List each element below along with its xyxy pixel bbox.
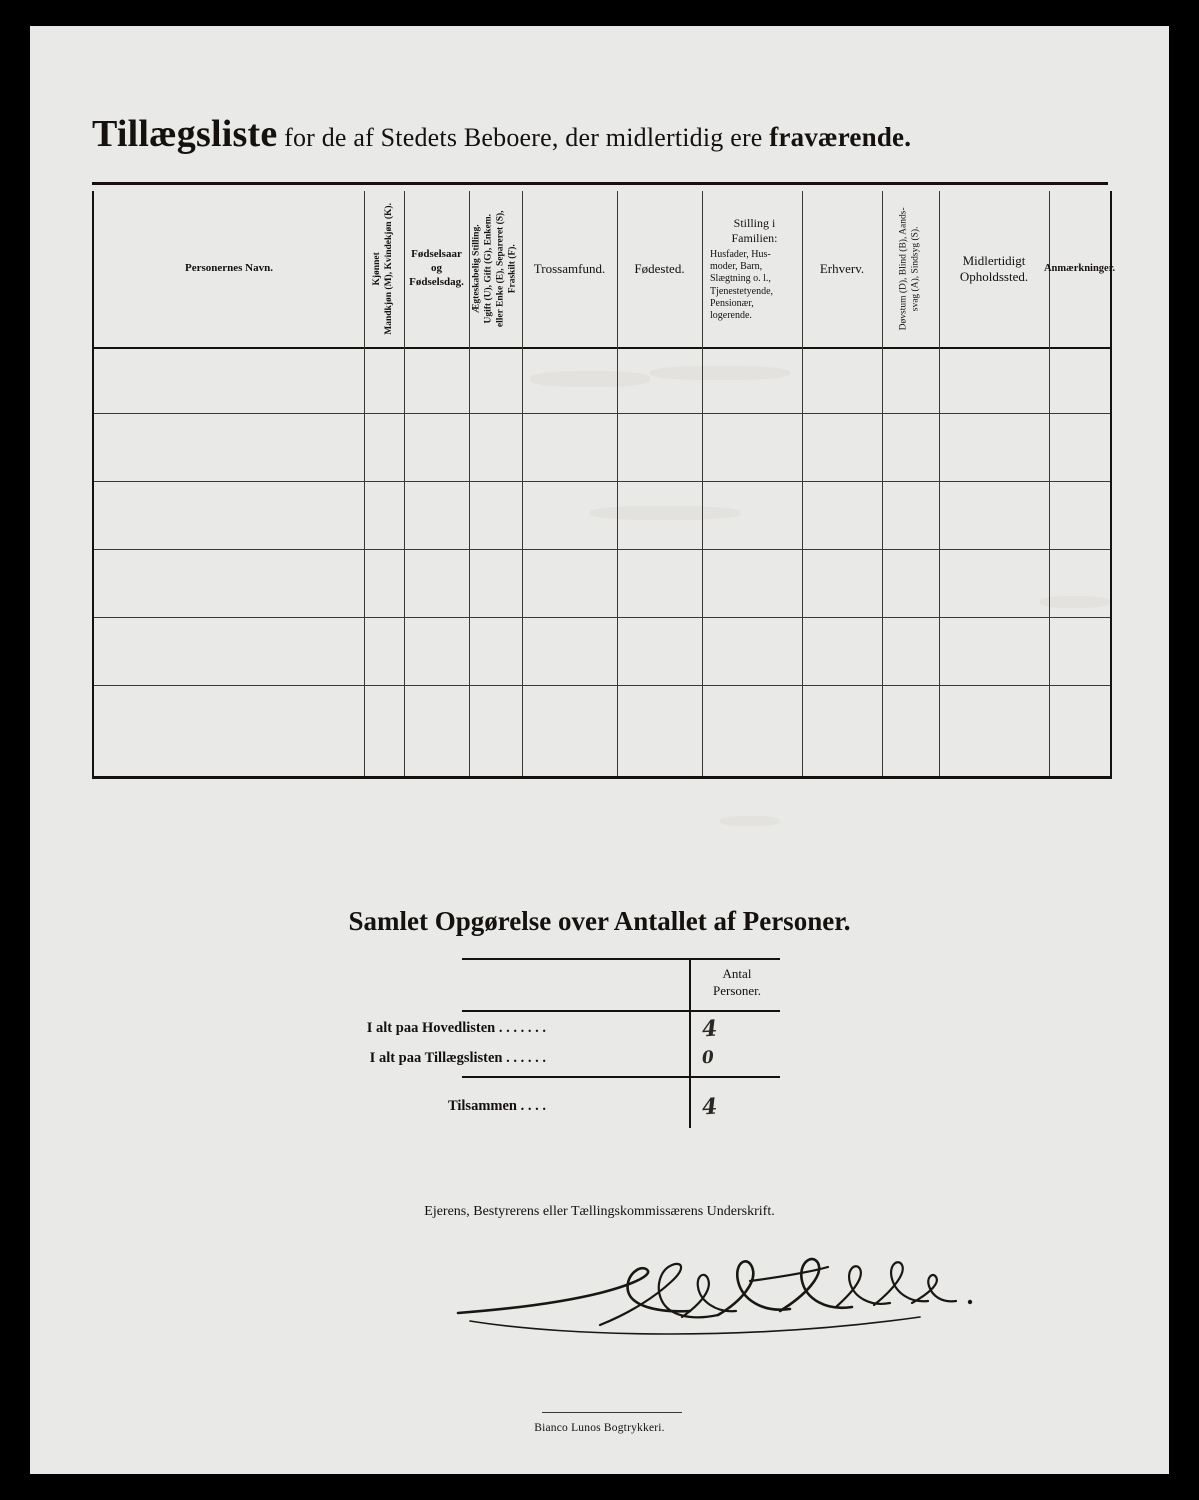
col-header-handicap: Døvstum (D), Blind (B), Aands- svag (A), Sindsyg (S). bbox=[898, 207, 921, 331]
summary-row-value-tillaegslisten: 0 bbox=[701, 1047, 715, 1069]
summary-table bbox=[366, 958, 780, 1128]
row-divider bbox=[94, 685, 1110, 686]
col-header-kjon: Kjønnet Mandkjøn (M), Kvindekjøn (K). bbox=[372, 203, 395, 335]
col-header-fodested: Fødested. bbox=[634, 260, 685, 276]
col-header-erhverv: Erhverv. bbox=[819, 260, 865, 276]
summary-rule-top bbox=[462, 958, 780, 960]
page-title-main: Tillægsliste bbox=[92, 113, 278, 155]
scan-artifact bbox=[720, 816, 780, 826]
summary-vertical-rule bbox=[689, 958, 691, 1128]
page-title bbox=[92, 112, 1108, 156]
summary-count-header: Antal Personer. bbox=[712, 966, 762, 998]
page-title-tail: fraværende. bbox=[769, 122, 912, 152]
row-divider bbox=[94, 481, 1110, 482]
col-header-aegteskabelig-stilling: Ægteskabelig Stilling. Ugift (U), Gift (G), Enkem. eller Enke (E), Separeret (S), Fraskilt (F). bbox=[471, 210, 518, 328]
signature-caption: Ejerens, Bestyrerens eller Tællingskommissærens Underskrift. bbox=[424, 1204, 775, 1219]
summary-row-value-hovedlisten: 4 bbox=[701, 1015, 719, 1043]
summary-row-label-hovedlisten: I alt paa Hovedlisten . . . . . . . bbox=[366, 1020, 546, 1036]
signature-icon bbox=[450, 1241, 1010, 1351]
col-header-stilling-i-familien: Stilling i Familien: Husfader, Hus- moder, Barn, Slægtning o. l., Tjenestetyende, Pensionær, logerende. bbox=[710, 215, 778, 321]
summary-rule-mid bbox=[462, 1010, 780, 1012]
row-divider bbox=[94, 549, 1110, 550]
summary-row-value-tilsammen: 4 bbox=[701, 1093, 719, 1121]
imprint-rule bbox=[542, 1412, 682, 1413]
signature-mark bbox=[450, 1241, 1010, 1351]
summary-rule-bottom bbox=[462, 1076, 780, 1078]
title-rule bbox=[92, 182, 1108, 185]
row-divider bbox=[94, 413, 1110, 414]
table-header-divider bbox=[94, 347, 1110, 349]
summary-heading: Samlet Opgørelse over Antallet af Personer. bbox=[348, 906, 851, 936]
col-header-opholdssted: Midlertidigt Opholdssted. bbox=[959, 252, 1029, 284]
persons-table bbox=[92, 191, 1116, 779]
census-form-page bbox=[30, 26, 1169, 1474]
summary-row-label-tillaegslisten: I alt paa Tillægslisten . . . . . . bbox=[369, 1050, 546, 1066]
printer-imprint: Bianco Lunos Bogtrykkeri. bbox=[534, 1422, 665, 1434]
col-header-anmarkninger: Anmærkninger. bbox=[1043, 263, 1116, 275]
page-title-rest: for de af Stedets Beboere, der midlertidig ere bbox=[277, 123, 770, 152]
col-header-navn: Personernes Navn. bbox=[185, 262, 273, 275]
col-header-trossamfund: Trossamfund. bbox=[533, 260, 606, 276]
row-divider bbox=[94, 617, 1110, 618]
col-header-fodselsaar: Fødselsaar og Fødselsdag. bbox=[409, 248, 464, 288]
summary-row-label-tilsammen: Tilsammen . . . . bbox=[447, 1098, 546, 1114]
